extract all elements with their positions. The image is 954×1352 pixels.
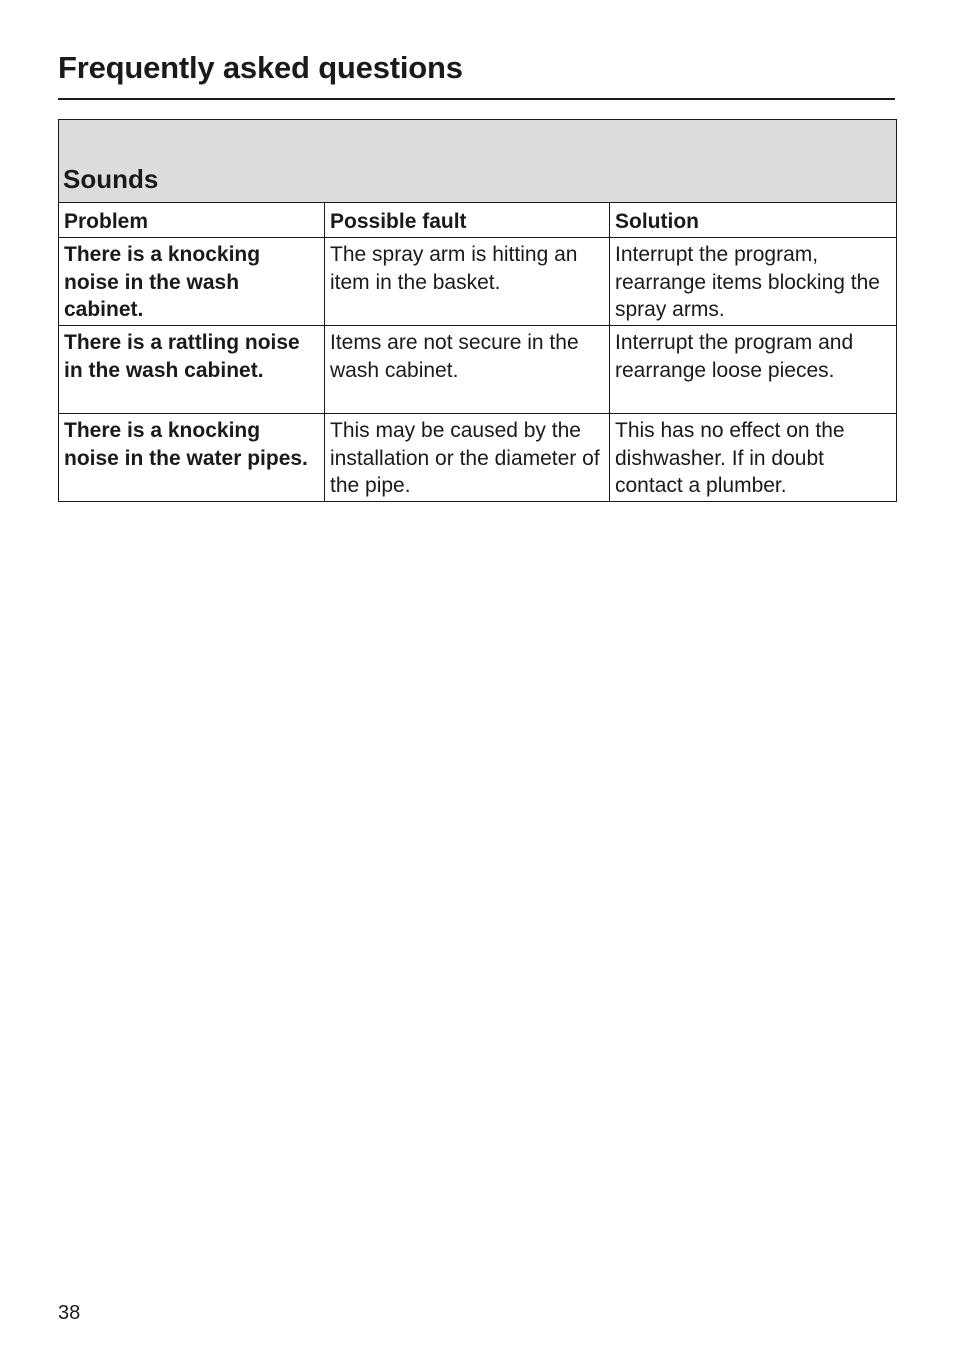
column-header-row bbox=[59, 203, 897, 238]
column-header-solution: Solution bbox=[610, 203, 897, 238]
fault-cell: Items are not secure in the wash cabinet. bbox=[325, 326, 610, 414]
problem-cell: There is a knocking noise in the wash cabinet. bbox=[59, 238, 325, 326]
table-row bbox=[59, 414, 897, 502]
page-title: Frequently asked questions bbox=[58, 50, 463, 85]
title-divider bbox=[58, 98, 895, 100]
section-header-row bbox=[59, 120, 897, 203]
column-header-possible-fault: Possible fault bbox=[325, 203, 610, 238]
table-row bbox=[59, 326, 897, 414]
fault-cell: This may be caused by the installation or the diameter of the pipe. bbox=[325, 414, 610, 502]
section-title: Sounds bbox=[59, 120, 897, 203]
problem-cell: There is a rattling noise in the wash cabinet. bbox=[59, 326, 325, 414]
solution-cell: This has no effect on the dishwasher. If in doubt contact a plumber. bbox=[610, 414, 897, 502]
solution-cell: Interrupt the program and rearrange loose pieces. bbox=[610, 326, 897, 414]
table-row bbox=[59, 238, 897, 326]
fault-cell: The spray arm is hitting an item in the basket. bbox=[325, 238, 610, 326]
column-header-problem: Problem bbox=[59, 203, 325, 238]
page-number: 38 bbox=[58, 1302, 81, 1324]
problem-cell: There is a knocking noise in the water pipes. bbox=[59, 414, 325, 502]
faq-table bbox=[58, 119, 897, 502]
solution-cell: Interrupt the program, rearrange items blocking the spray arms. bbox=[610, 238, 897, 326]
